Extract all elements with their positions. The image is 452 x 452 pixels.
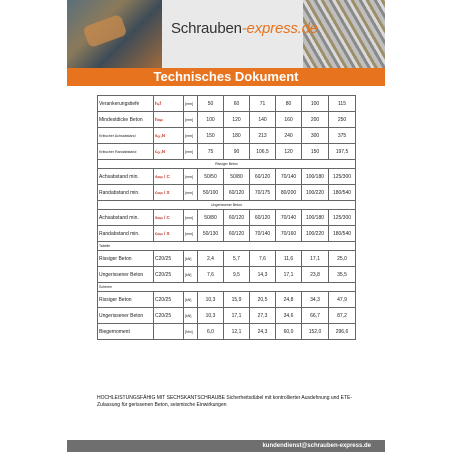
value-cell: 14,3 bbox=[250, 267, 276, 283]
row-symbol: cₘᵢₙ / S bbox=[154, 185, 184, 201]
value-cell: 140 bbox=[250, 112, 276, 128]
contact-email[interactable]: kundendienst@schrauben-express.de bbox=[262, 443, 371, 449]
value-cell: 20,5 bbox=[250, 292, 276, 308]
value-cell: 197,5 bbox=[329, 144, 356, 160]
value-cell: 34,6 bbox=[276, 308, 302, 324]
value-cell: 24,8 bbox=[276, 292, 302, 308]
value-cell: 115 bbox=[329, 96, 356, 112]
row-unit: [mm] bbox=[184, 169, 198, 185]
value-cell: 60/120 bbox=[224, 210, 250, 226]
spec-table bbox=[97, 95, 356, 340]
value-cell: 70/160 bbox=[276, 226, 302, 242]
table-row bbox=[98, 267, 356, 283]
table-row bbox=[98, 144, 356, 160]
row-unit: [kN] bbox=[184, 267, 198, 283]
footer-description: HOCHLEISTUNGSFÄHIG MIT SECHSKANTSCHRAUBE Sicherheitsdübel mit kontrollierter Ausdehnung und ETE-Zulassung für gerissenen Beton, seismische Einwirkungen bbox=[97, 395, 352, 408]
value-cell: 375 bbox=[329, 128, 356, 144]
value-cell: 50/100 bbox=[198, 185, 224, 201]
table-section-row bbox=[98, 160, 356, 169]
value-cell: 100/180 bbox=[302, 169, 329, 185]
value-cell: 60/120 bbox=[250, 210, 276, 226]
section-label: Rissiger Beton bbox=[98, 160, 356, 169]
value-cell: 120 bbox=[276, 144, 302, 160]
row-symbol: C20/25 bbox=[154, 251, 184, 267]
value-cell: 160 bbox=[276, 112, 302, 128]
value-cell: 100/180 bbox=[302, 210, 329, 226]
value-cell: 106,5 bbox=[250, 144, 276, 160]
value-cell: 25,0 bbox=[329, 251, 356, 267]
row-label: Achsabstand min. bbox=[98, 210, 154, 226]
value-cell: 60,0 bbox=[276, 324, 302, 340]
value-cell: 90 bbox=[224, 144, 250, 160]
value-cell: 50/130 bbox=[198, 226, 224, 242]
table-row bbox=[98, 226, 356, 242]
value-cell: 66,7 bbox=[302, 308, 329, 324]
table-row bbox=[98, 128, 356, 144]
value-cell: 296,6 bbox=[329, 324, 356, 340]
row-label: Randabstand min. bbox=[98, 226, 154, 242]
value-cell: 24,3 bbox=[250, 324, 276, 340]
document-page bbox=[67, 0, 385, 452]
value-cell: 70/140 bbox=[250, 226, 276, 242]
value-cell: 27,3 bbox=[250, 308, 276, 324]
table-row bbox=[98, 185, 356, 201]
value-cell: 50/80 bbox=[198, 210, 224, 226]
value-cell: 47,9 bbox=[329, 292, 356, 308]
brand-logo: Schrauben-express.de bbox=[171, 20, 318, 37]
value-cell: 70/175 bbox=[250, 185, 276, 201]
row-symbol: hₑf bbox=[154, 96, 184, 112]
value-cell: 250 bbox=[329, 112, 356, 128]
table-row bbox=[98, 292, 356, 308]
value-cell: 35,5 bbox=[329, 267, 356, 283]
value-cell: 152,0 bbox=[302, 324, 329, 340]
value-cell: 125/300 bbox=[329, 169, 356, 185]
value-cell: 180/540 bbox=[329, 226, 356, 242]
value-cell: 50/50 bbox=[198, 169, 224, 185]
table-row bbox=[98, 169, 356, 185]
table-section-row bbox=[98, 283, 356, 292]
table-row bbox=[98, 251, 356, 267]
row-symbol: cₘᵢₙ / S bbox=[154, 226, 184, 242]
row-label: Kritischer Achsabstand bbox=[98, 128, 154, 144]
value-cell: 10,3 bbox=[198, 292, 224, 308]
value-cell: 120 bbox=[224, 112, 250, 128]
value-cell: 15,9 bbox=[224, 292, 250, 308]
row-label: Randabstand min. bbox=[98, 185, 154, 201]
row-symbol bbox=[154, 324, 184, 340]
section-label: Scheren bbox=[98, 283, 356, 292]
row-symbol: cₒᵣ,N bbox=[154, 144, 184, 160]
value-cell: 100 bbox=[302, 96, 329, 112]
row-symbol: sₒᵣ,N bbox=[154, 128, 184, 144]
section-label: Tabelle bbox=[98, 242, 356, 251]
row-unit: [Nm] bbox=[184, 324, 198, 340]
table-row bbox=[98, 96, 356, 112]
row-label: Biegemoment bbox=[98, 324, 154, 340]
row-symbol: C20/25 bbox=[154, 308, 184, 324]
value-cell: 6,0 bbox=[198, 324, 224, 340]
value-cell: 125/300 bbox=[329, 210, 356, 226]
value-cell: 60 bbox=[224, 96, 250, 112]
value-cell: 11,6 bbox=[276, 251, 302, 267]
row-symbol: sₘᵢₙ / C bbox=[154, 210, 184, 226]
row-unit: [mm] bbox=[184, 96, 198, 112]
value-cell: 213 bbox=[250, 128, 276, 144]
value-cell: 70/140 bbox=[276, 169, 302, 185]
row-symbol: C20/25 bbox=[154, 292, 184, 308]
value-cell: 180 bbox=[224, 128, 250, 144]
table-section-row bbox=[98, 201, 356, 210]
row-unit: [kN] bbox=[184, 251, 198, 267]
value-cell: 50/80 bbox=[224, 169, 250, 185]
value-cell: 150 bbox=[302, 144, 329, 160]
row-label: Ungerissener Beton bbox=[98, 308, 154, 324]
table-row bbox=[98, 210, 356, 226]
section-label: Ungerissener Beton bbox=[98, 201, 356, 210]
value-cell: 70/140 bbox=[276, 210, 302, 226]
value-cell: 9,5 bbox=[224, 267, 250, 283]
row-unit: [mm] bbox=[184, 128, 198, 144]
value-cell: 60/120 bbox=[250, 169, 276, 185]
row-symbol: C20/25 bbox=[154, 267, 184, 283]
header-banner bbox=[67, 0, 385, 68]
row-label: Mindestdicke Beton bbox=[98, 112, 154, 128]
row-unit: [kN] bbox=[184, 308, 198, 324]
value-cell: 10,3 bbox=[198, 308, 224, 324]
row-label: Kritischer Randabstand bbox=[98, 144, 154, 160]
document-title: Technisches Dokument bbox=[153, 69, 299, 84]
row-symbol: sₘᵢₙ / C bbox=[154, 169, 184, 185]
row-unit: [mm] bbox=[184, 144, 198, 160]
value-cell: 12,1 bbox=[224, 324, 250, 340]
value-cell: 240 bbox=[276, 128, 302, 144]
value-cell: 5,7 bbox=[224, 251, 250, 267]
value-cell: 180/540 bbox=[329, 185, 356, 201]
value-cell: 100 bbox=[198, 112, 224, 128]
tools-photo bbox=[67, 0, 162, 68]
table-row bbox=[98, 308, 356, 324]
table-section-row bbox=[98, 242, 356, 251]
table-row bbox=[98, 324, 356, 340]
value-cell: 100/220 bbox=[302, 226, 329, 242]
table-row bbox=[98, 112, 356, 128]
row-unit: [mm] bbox=[184, 226, 198, 242]
value-cell: 60/120 bbox=[224, 185, 250, 201]
row-unit: [mm] bbox=[184, 112, 198, 128]
value-cell: 60/120 bbox=[224, 226, 250, 242]
row-unit: [kN] bbox=[184, 292, 198, 308]
value-cell: 80/200 bbox=[276, 185, 302, 201]
value-cell: 23,8 bbox=[302, 267, 329, 283]
value-cell: 7,6 bbox=[198, 267, 224, 283]
value-cell: 17,1 bbox=[224, 308, 250, 324]
row-unit: [mm] bbox=[184, 210, 198, 226]
row-symbol: hₘᵢₙ bbox=[154, 112, 184, 128]
value-cell: 17,1 bbox=[302, 251, 329, 267]
value-cell: 100/220 bbox=[302, 185, 329, 201]
value-cell: 17,1 bbox=[276, 267, 302, 283]
value-cell: 75 bbox=[198, 144, 224, 160]
row-unit: [mm] bbox=[184, 185, 198, 201]
value-cell: 50 bbox=[198, 96, 224, 112]
value-cell: 7,6 bbox=[250, 251, 276, 267]
row-label: Rissiger Beton bbox=[98, 251, 154, 267]
value-cell: 87,2 bbox=[329, 308, 356, 324]
value-cell: 2,4 bbox=[198, 251, 224, 267]
value-cell: 200 bbox=[302, 112, 329, 128]
row-label: Achsabstand min. bbox=[98, 169, 154, 185]
value-cell: 150 bbox=[198, 128, 224, 144]
row-label: Rissiger Beton bbox=[98, 292, 154, 308]
value-cell: 34,3 bbox=[302, 292, 329, 308]
value-cell: 300 bbox=[302, 128, 329, 144]
row-label: Verankerungstiefe bbox=[98, 96, 154, 112]
value-cell: 71 bbox=[250, 96, 276, 112]
value-cell: 80 bbox=[276, 96, 302, 112]
row-label: Ungerissener Beton bbox=[98, 267, 154, 283]
